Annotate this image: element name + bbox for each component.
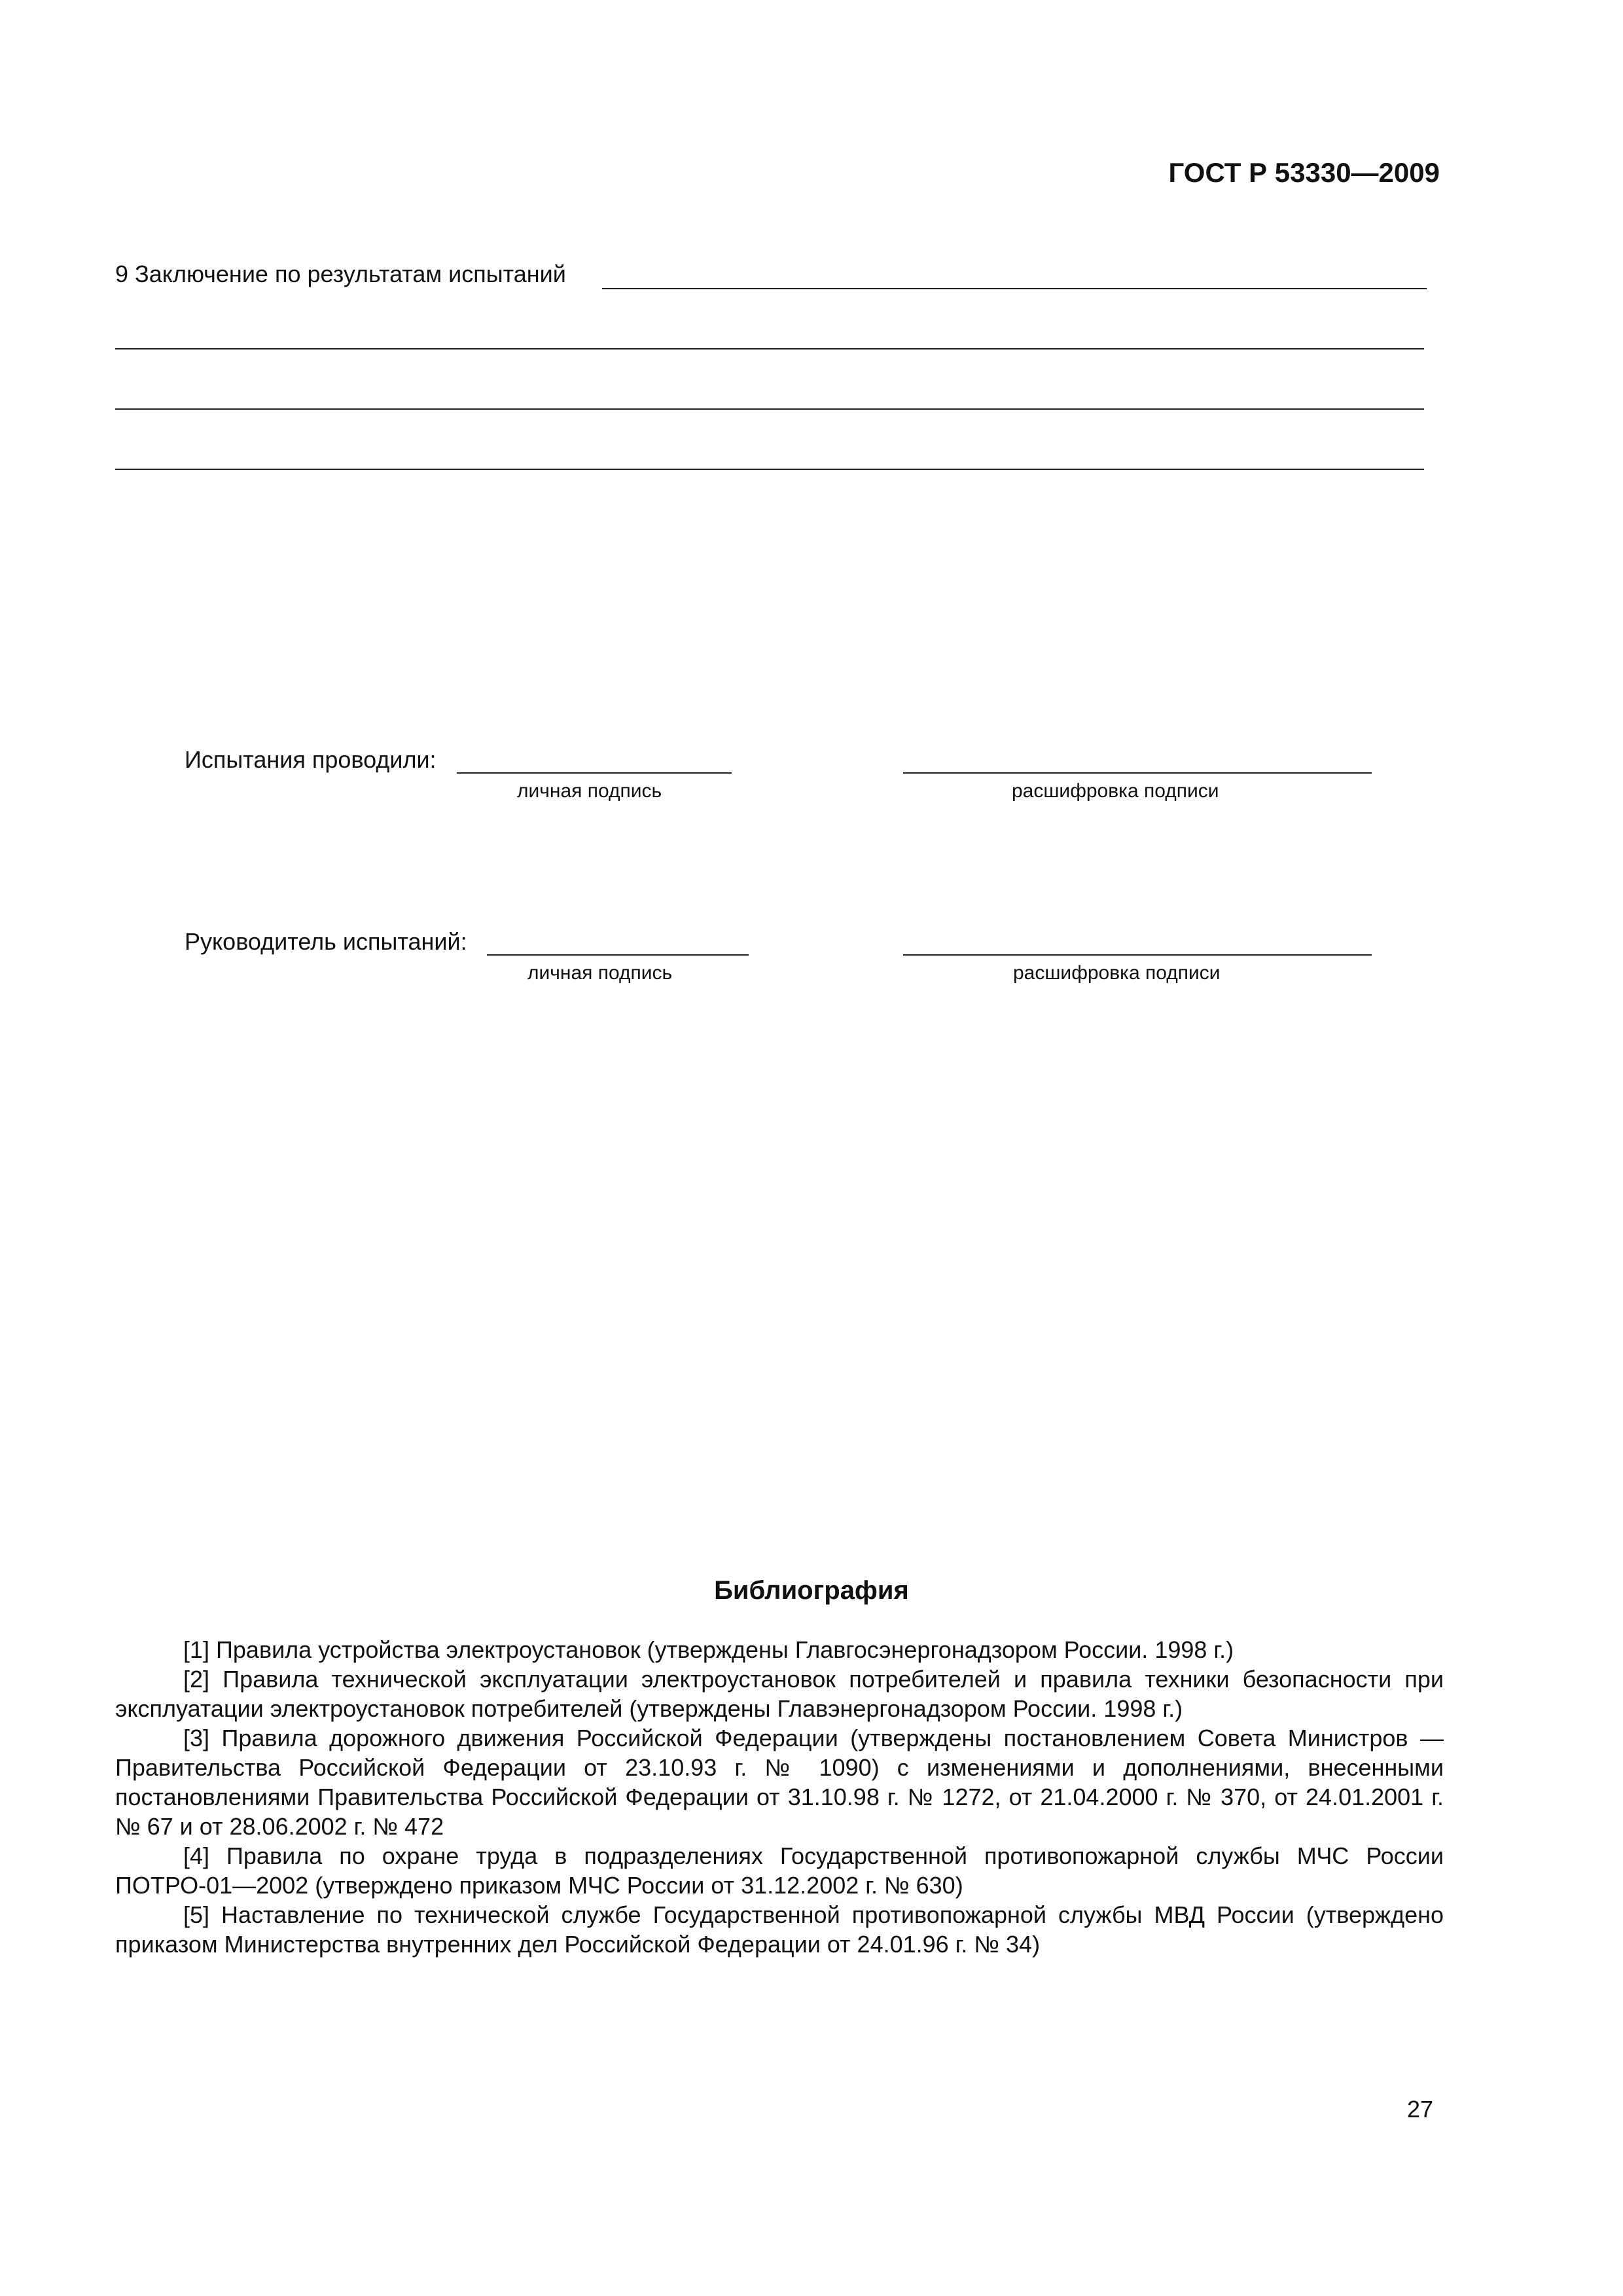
standard-number: ГОСТ Р 53330—2009 <box>1168 157 1440 188</box>
performed-by-decoding-caption: расшифровка подписи <box>1012 780 1219 802</box>
head-label: Руководитель испытаний: <box>185 928 467 955</box>
bibliography-item: [5] Наставление по технической службе Государственной противопожарной службы МВД России (утверждено приказом Министерства внутренних дел Российской Федерации от 24.01.96 г. № 34) <box>115 1901 1444 1958</box>
bibliography-item: [1] Правила устройства электроустановок (утверждены Главгосэнергонадзором России. 1998 г.) <box>183 1636 1234 1663</box>
bibliography-item: [2] Правила технической эксплуатации электроустановок потребителей и правила техники безопасности при эксплуатации электроустановок потребителей (утверждены Главэнергонадзором России. 1998 г.) <box>115 1666 1444 1722</box>
head-signature-line <box>487 954 749 956</box>
section-9-heading: 9 Заключение по результатам испытаний <box>115 260 566 287</box>
conclusion-line-1 <box>602 288 1427 289</box>
page-number: 27 <box>1406 2096 1433 2123</box>
performed-by-signature-caption: личная подпись <box>517 780 662 802</box>
conclusion-line-2 <box>115 348 1424 350</box>
performed-by-decoding-line <box>903 772 1372 774</box>
head-decoding-caption: расшифровка подписи <box>1013 962 1221 984</box>
head-decoding-line <box>903 954 1372 956</box>
conclusion-line-3 <box>115 408 1424 410</box>
bibliography-item: [3] Правила дорожного движения Российской Федерации (утверждены постановлением Совета Министров — Правительства Российской Федерации от 23.10.93 г. № 1090) с изменениями и дополнениями, внесенными постановлениями Правительства Российской Федерации от 31.10.98 г. № 1272, от 21.04.2000 г. № 370, от 24.01.2001 г. № 67 и от 28.06.2002 г. № 472 <box>115 1725 1444 1840</box>
performed-by-signature-line <box>457 772 732 774</box>
head-signature-caption: личная подпись <box>527 962 673 984</box>
bibliography-title: Библиография <box>714 1576 909 1605</box>
performed-by-label: Испытания проводили: <box>185 746 437 773</box>
bibliography-item: [4] Правила по охране труда в подразделениях Государственной противопожарной службы МЧС России ПОТРО-01—2002 (утверждено приказом МЧС России от 31.12.2002 г. № 630) <box>115 1842 1444 1899</box>
conclusion-line-4 <box>115 469 1424 470</box>
bibliography-list <box>115 1635 1444 1959</box>
